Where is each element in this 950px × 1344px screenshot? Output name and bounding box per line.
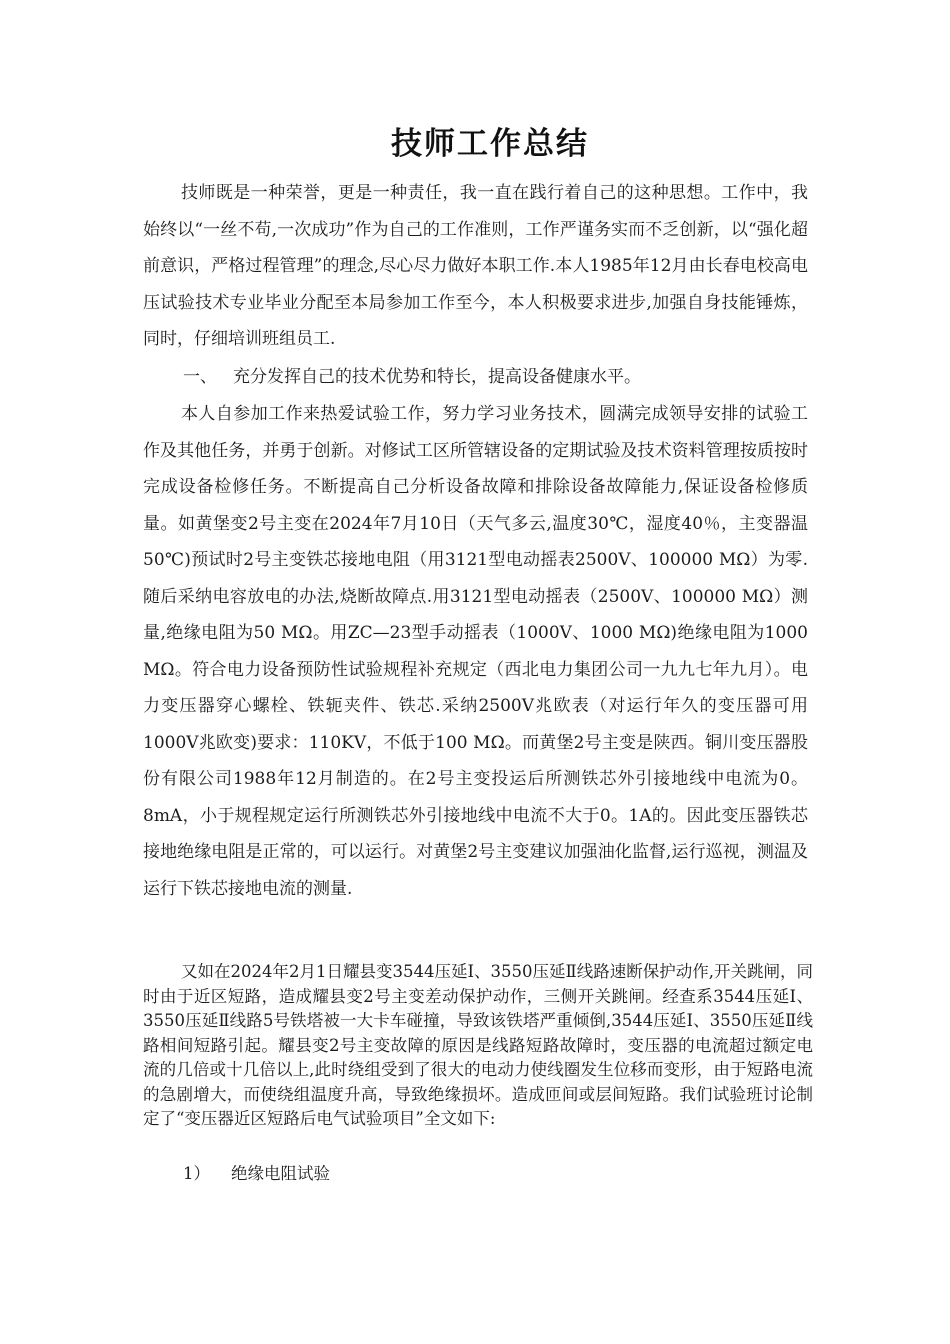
document-title: 技师工作总结: [391, 126, 589, 162]
body-paragraph-2: 又如在2024年2月1日耀县变3544压延Ⅰ、3550压延Ⅱ线路速断保护动作,开关跳闸，同时由于近区短路，造成耀县变2号主变差动保护动作，三侧开关跳闸。经查系3544压延Ⅰ、3550压延Ⅱ线路5号铁塔被一大卡车碰撞，导致该铁塔严重倾倒,3544压延Ⅰ、3550压延Ⅱ线路相间短路引起。耀县变2号主变故障的原因是线路短路故障时，变压器的电流超过额定电流的几倍或十几倍以上,此时绕组受到了很大的电动力使线圈发生位移而变形，由于短路电流的急剧增大，而使绕组温度升高，导致绝缘损坏。造成匝间或层间短路。我们试验班讨论制定了“变压器近区短路后电气试验项目”全文如下:: [143, 962, 813, 1128]
body-paragraph: 本人自参加工作来热爱试验工作，努力学习业务技术，圆满完成领导安排的试验工作及其他任务，并勇于创新。对修试工区所管辖设备的定期试验及技术资料管理按质按时完成设备检修任务。不断提高自己分析设备故障和排除设备故障能力,保证设备检修质量。如黄堡变2号主变在2024年7月10日（天气多云,温度30℃，湿度40％，主变器温50℃)预试时2号主变铁芯接地电阻（用3121型电动摇表2500V、100000 MΩ）为零.随后采纳电容放电的办法,烧断故障点.用3121型电动摇表（2500V、100000 MΩ）测量,绝缘电阻为50 MΩ。用ZC—23型手动摇表（1000V、1000 MΩ)绝缘电阻为1000 MΩ。符合电力设备预防性试验规程补充规定（西北电力集团公司一九九七年九月）。电力变压器穿心螺栓、铁轭夹件、铁芯.采纳2500V兆欧表（对运行年久的变压器可用1000V兆欧变)要求：110KV，不低于100 MΩ。而黄堡2号主变是陕西。铜川变压器股份有限公司1988年12月制造的。在2号主变投运后所测铁芯外引接地线中电流为0。8mA，小于规程规定运行所测铁芯外引接地线中电流不大于0。1A的。因此变压器铁芯接地绝缘电阻是正常的，可以运行。对黄堡2号主变建议加强油化监督,运行巡视，测温及运行下铁芯接地电流的测量.: [143, 404, 808, 899]
list-item-text: 绝缘电阻试验: [231, 1164, 330, 1183]
section-heading-text: 充分发挥自己的技术优势和特长，提高设备健康水平。: [233, 367, 641, 387]
section-number: 一、: [183, 367, 217, 387]
intro-paragraph: 技师既是一种荣誉，更是一种责任，我一直在践行着自己的这种思想。工作中，我始终以“一丝不苟,一次成功”作为自己的工作准则，工作严谨务实而不乏创新，以“强化超前意识，严格过程管理”的理念,尽心尽力做好本职工作.本人1985年12月由长春电校高电压试验技术专业毕业分配至本局参加工作至今，本人积极要求进步,加强自身技能锤炼，同时，仔细培训班组员工.: [143, 183, 808, 349]
list-item: [183, 1160, 330, 1184]
section-heading: [183, 359, 803, 396]
list-item-number: 1）: [183, 1164, 210, 1183]
